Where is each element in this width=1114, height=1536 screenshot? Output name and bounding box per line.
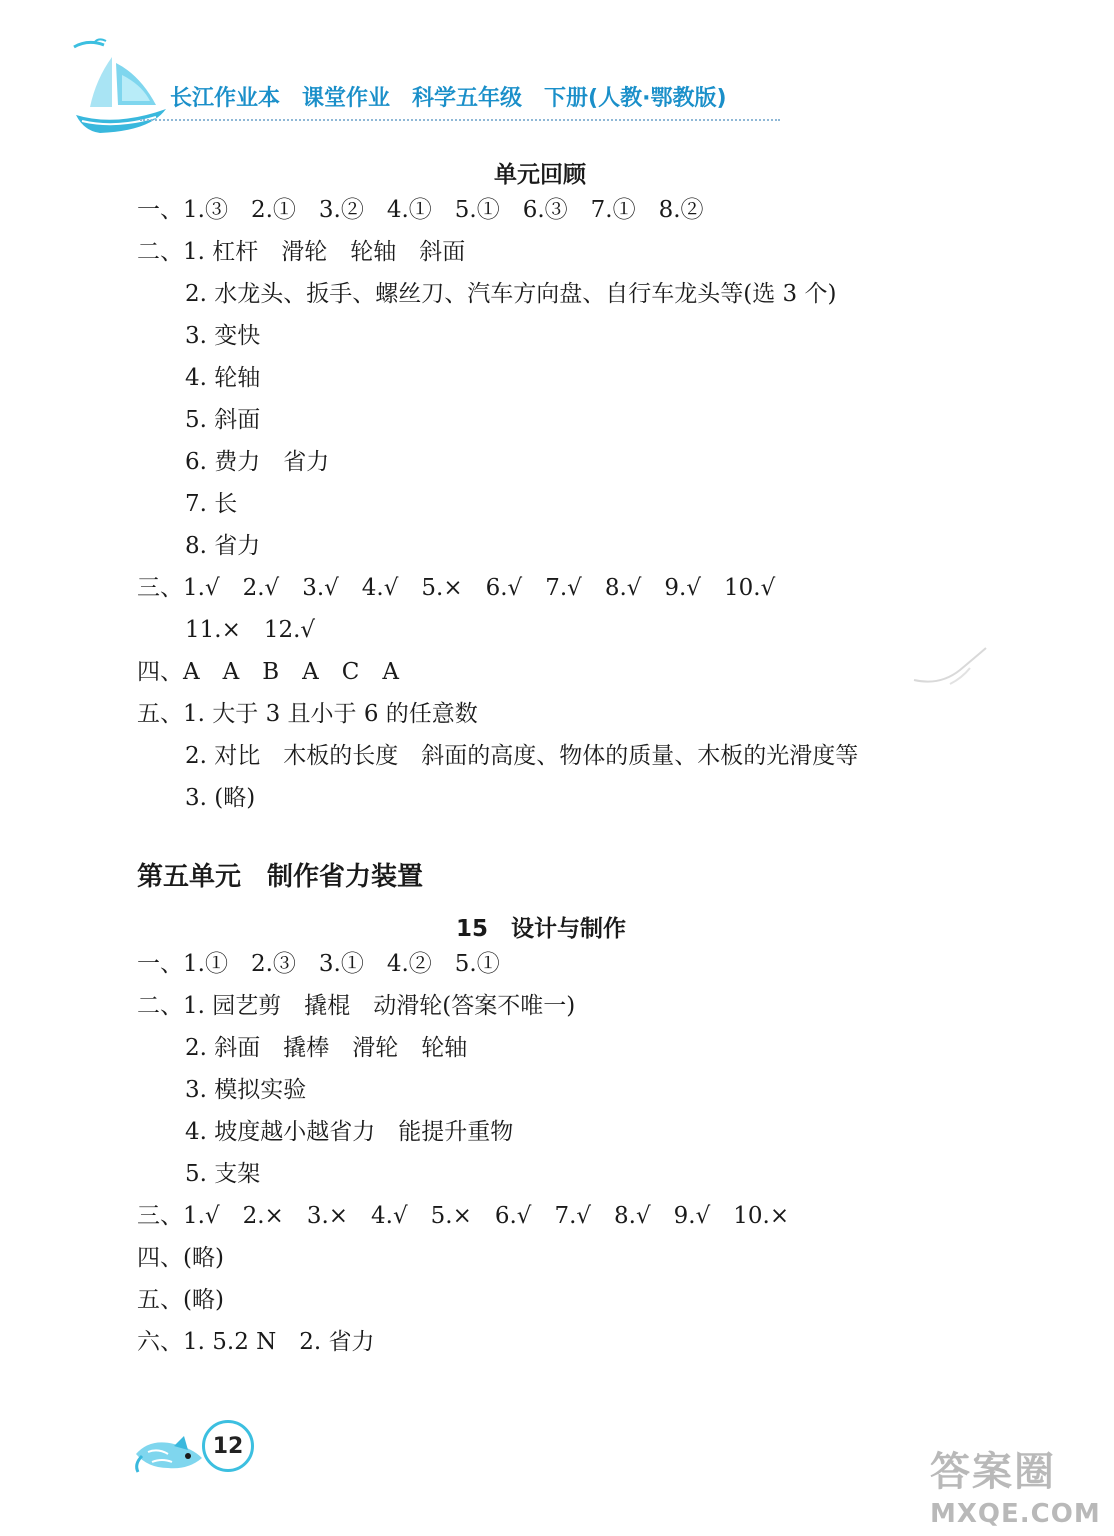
answer-line: 6. 费力 省力 [185, 449, 330, 475]
answer-line: 3. 模拟实验 [185, 1077, 307, 1103]
unit-title: 第五单元 制作省力装置 [137, 862, 424, 892]
answer-line: 3. 变快 [185, 323, 261, 349]
answer-line: 11.× 12.√ [185, 617, 316, 643]
answer-line: 一、1.③ 2.① 3.② 4.① 5.① 6.③ 7.① 8.② [137, 197, 704, 223]
answer-line: 六、1. 5.2 N 2. 省力 [137, 1329, 375, 1355]
answer-line: 7. 长 [185, 491, 238, 517]
header-type: 课堂作业 [302, 86, 391, 111]
answer-line: 三、1.√ 2.× 3.× 4.√ 5.× 6.√ 7.√ 8.√ 9.√ 10.× [137, 1203, 790, 1229]
answer-line: 2. 水龙头、扳手、螺丝刀、汽车方向盘、自行车龙头等(选 3 个) [185, 281, 837, 307]
header-edition: 下册(人教·鄂教版) [544, 86, 727, 111]
section-title-lesson-15: 15 设计与制作 [456, 916, 627, 942]
answer-line: 4. 坡度越小越省力 能提升重物 [185, 1119, 514, 1145]
answer-line: 3. (略) [185, 785, 256, 811]
answer-line: 二、1. 园艺剪 撬棍 动滑轮(答案不唯一) [137, 993, 576, 1019]
faint-mark-icon [910, 640, 990, 690]
answer-line: 五、(略) [137, 1287, 224, 1313]
answer-line: 8. 省力 [185, 533, 261, 559]
answer-line: 5. 支架 [185, 1161, 261, 1187]
page-header [60, 35, 780, 145]
answer-line: 三、1.√ 2.√ 3.√ 4.√ 5.× 6.√ 7.√ 8.√ 9.√ 10.√ [137, 575, 776, 601]
watermark-url: MXQE.COM [930, 1499, 1101, 1529]
header-title [170, 81, 749, 112]
answer-line: 2. 对比 木板的长度 斜面的高度、物体的质量、木板的光滑度等 [185, 743, 859, 769]
answer-line: 四、(略) [137, 1245, 224, 1271]
section-title-review: 单元回顾 [494, 162, 586, 188]
answer-line: 一、1.① 2.③ 3.① 4.② 5.① [137, 951, 500, 977]
answer-line: 4. 轮轴 [185, 365, 261, 391]
sailboat-logo-icon [60, 35, 170, 140]
answer-line: 二、1. 杠杆 滑轮 轮轴 斜面 [137, 239, 466, 265]
page-number: 12 [202, 1420, 254, 1472]
answer-line: 5. 斜面 [185, 407, 261, 433]
watermark-logo-text: 答案圈 [930, 1449, 1056, 1495]
fish-decoration-icon [128, 1412, 212, 1482]
page-footer [128, 1412, 268, 1482]
answer-line: 五、1. 大于 3 且小于 6 的任意数 [137, 701, 478, 727]
watermark [930, 1440, 1110, 1536]
answer-line: 四、A A B A C A [137, 659, 399, 685]
header-subject: 科学五年级 [412, 86, 523, 111]
header-series: 长江作业本 [170, 86, 281, 111]
header-divider [140, 119, 780, 121]
answer-line: 2. 斜面 撬棒 滑轮 轮轴 [185, 1035, 468, 1061]
